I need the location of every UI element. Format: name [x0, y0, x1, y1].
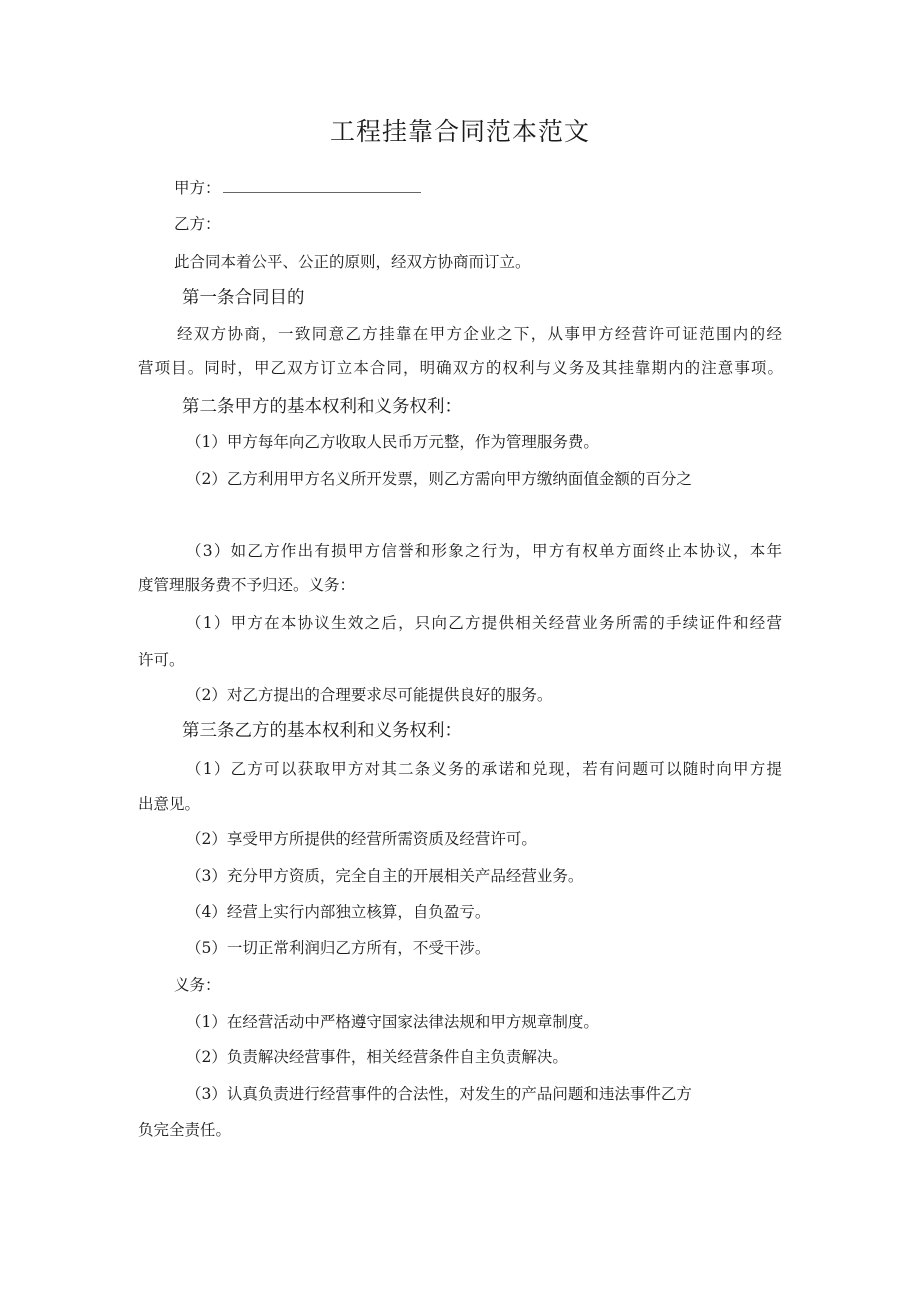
article3-heading: 第三条乙方的基本权利和义务权利： [182, 721, 462, 741]
article2-duty-1-line2: 许可。 [138, 651, 185, 669]
article2-right-2: （2）乙方利用甲方名义所开发票，则乙方需向甲方缴纳面值金额的百分之 [186, 470, 692, 488]
party-b-label: 乙方： [174, 215, 221, 233]
party-a-label: 甲方： [174, 179, 221, 197]
article3-right-3: （3）充分甲方资质，完全自主的开展相关产品经营业务。 [186, 867, 584, 885]
article3-right-2: （2）享受甲方所提供的经营所需资质及经营许可。 [186, 830, 537, 848]
intro-text: 此合同本着公平、公正的原则，经双方协商而订立。 [174, 253, 531, 271]
article3-duty-2: （2）负责解决经营事件，相关经营条件自主负责解决。 [186, 1048, 568, 1066]
article2-heading: 第二条甲方的基本权利和义务权利： [182, 397, 462, 417]
article3-duty-3-line2: 负完全责任。 [138, 1121, 232, 1139]
article2-right-1: （1）甲方每年向乙方收取人民币万元整，作为管理服务费。 [186, 433, 599, 451]
party-a-line [174, 178, 421, 198]
article2-right-3-line2: 度管理服务费不予归还。义务： [138, 576, 356, 594]
article3-right-1-line1: （1）乙方可以获取甲方对其二条义务的承诺和兑现，若有问题可以随时向甲方提 [186, 760, 782, 778]
article3-right-5: （5）一切正常利润归乙方所有，不受干涉。 [186, 939, 491, 957]
article3-right-4: （4）经营上实行内部独立核算，自负盈亏。 [186, 903, 491, 921]
article2-right-3-line1: （3）如乙方作出有损甲方信誉和形象之行为，甲方有权单方面终止本协议，本年 [186, 542, 782, 560]
article3-duties-label: 义务： [174, 976, 221, 994]
article3-right-1-line2: 出意见。 [138, 795, 201, 813]
article2-duty-2: （2）对乙方提出的合理要求尽可能提供良好的服务。 [186, 686, 553, 704]
article1-heading: 第一条合同目的 [182, 288, 305, 308]
document-title: 工程挂靠合同范本范文 [329, 117, 590, 146]
article2-duty-1-line1: （1）甲方在本协议生效之后，只向乙方提供相关经营业务所需的手续证件和经营 [186, 614, 782, 632]
article1-line1: 经双方协商，一致同意乙方挂靠在甲方企业之下，从事甲方经营许可证范围内的经 [177, 325, 782, 343]
article3-duty-3-line1: （3）认真负责进行经营事件的合法性，对发生的产品问题和违法事件乙方 [186, 1085, 692, 1103]
party-a-blank [223, 179, 421, 193]
article1-line2: 营项目。同时，甲乙双方订立本合同，明确双方的权利与义务及其挂靠期内的注意事项。 [138, 359, 783, 377]
article3-duty-1: （1）在经营活动中严格遵守国家法律法规和甲方规章制度。 [186, 1013, 599, 1031]
